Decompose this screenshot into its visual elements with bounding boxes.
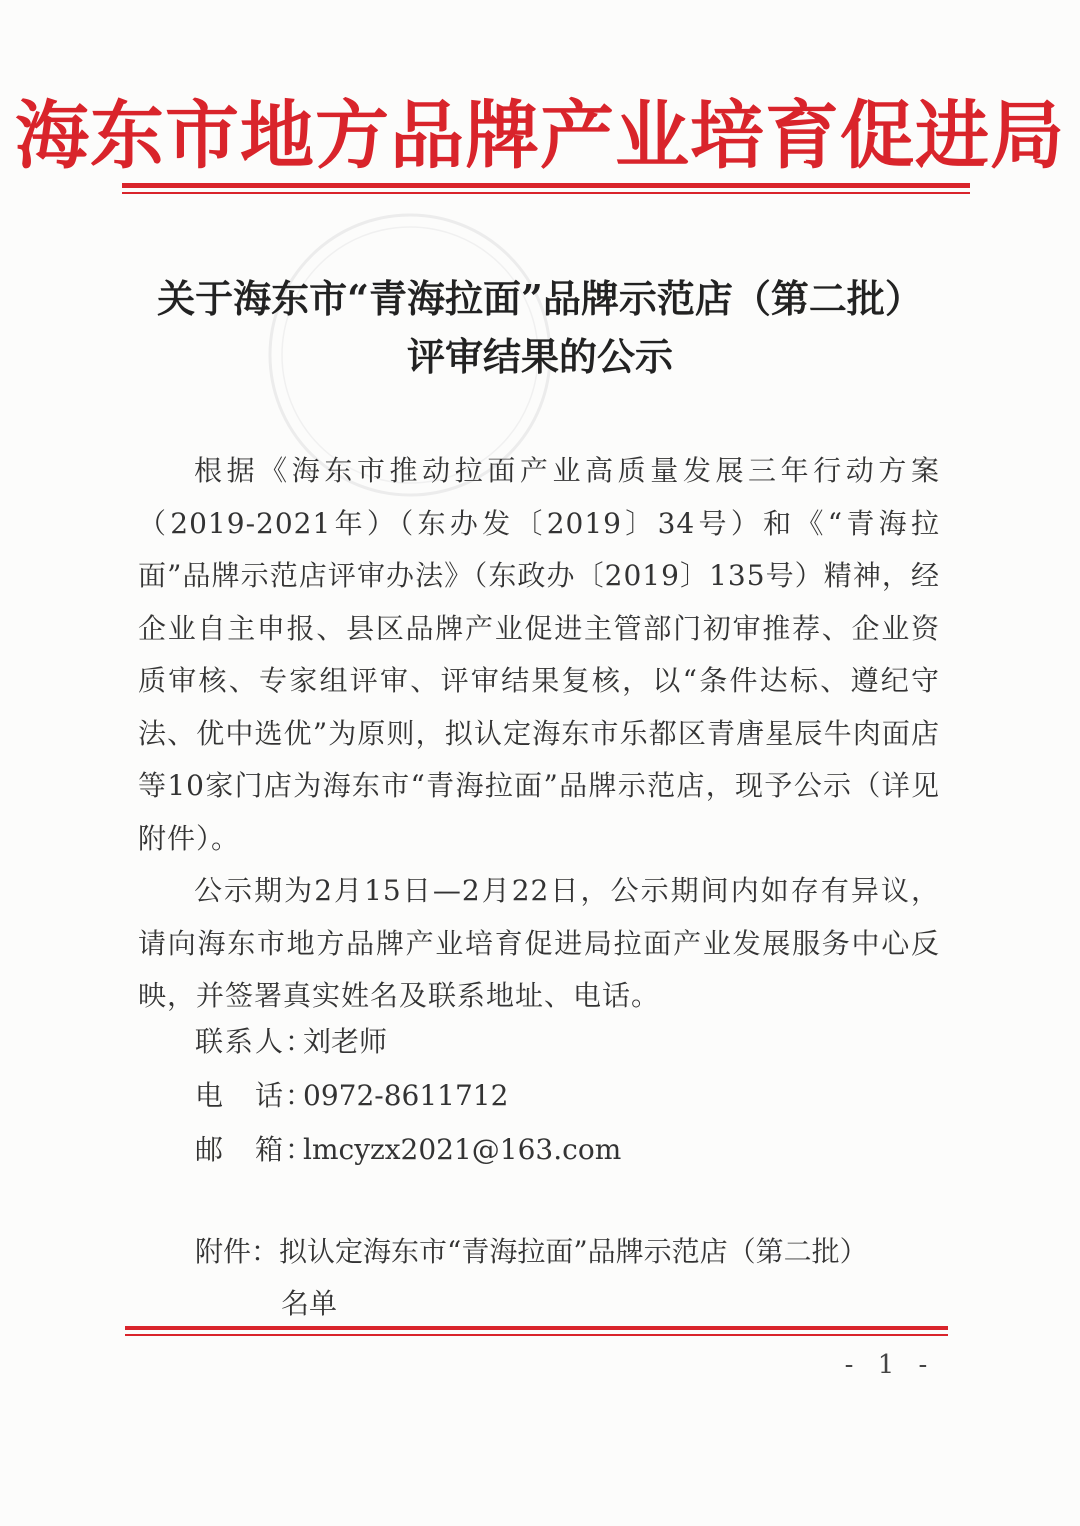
contact-phone-value: 0972-8611712 [303,1079,509,1112]
attachment-text-line-1: 拟认定海东市“青海拉面”品牌示范店（第二批） [279,1235,868,1268]
agency-header: 海东市地方品牌产业培育促进局 [15,93,1065,179]
contact-phone-row [195,1069,621,1123]
contact-person-label: 联系人： [195,1025,316,1058]
title-line-2: 评审结果的公示 [406,334,673,379]
contact-person-row [195,1015,621,1069]
title-line-1: 关于海东市“青海拉面”品牌示范店（第二批） [157,276,923,321]
attachment-text-line-2: 名单 [281,1287,338,1320]
header-red-rule [122,183,970,197]
contact-phone-label: 电 话： [195,1079,316,1112]
footer-red-rule [125,1326,948,1338]
contact-person-value: 刘老师 [303,1025,388,1058]
page-number: - 1 - [844,1350,936,1380]
document-body [138,445,940,1023]
body-paragraph-2: 公示期为2月15日—2月22日，公示期间内如存有异议，请向海东市地方品牌产业培育促进局拉面产业发展服务中心反映，并签署真实姓名及联系地址、电话。 [138,874,940,1012]
contact-block [195,1015,621,1177]
contact-email-label: 邮 箱： [195,1133,316,1166]
attachment-note [195,1226,868,1330]
body-paragraph-1: 根据《海东市推动拉面产业高质量发展三年行动方案（2019-2021年）（东办发〔2019〕34号）和《“青海拉面”品牌示范店评审办法》（东政办〔2019〕135号）精神，经企业自主申报、县区品牌产业促进主管部门初审推荐、企业资质审核、专家组评审、评审结果复核，以“条件达标、遵纪守法、优中选优”为原则，拟认定海东市乐都区青唐星辰牛肉面店等10家门店为海东市“青海拉面”品牌示范店，现予公示（详见附件）。 [138,454,940,855]
contact-email-value: lmcyzx2021@163.com [303,1133,622,1166]
contact-email-row [195,1123,621,1177]
attachment-label: 附件： [195,1235,280,1268]
document-title [80,270,1000,386]
